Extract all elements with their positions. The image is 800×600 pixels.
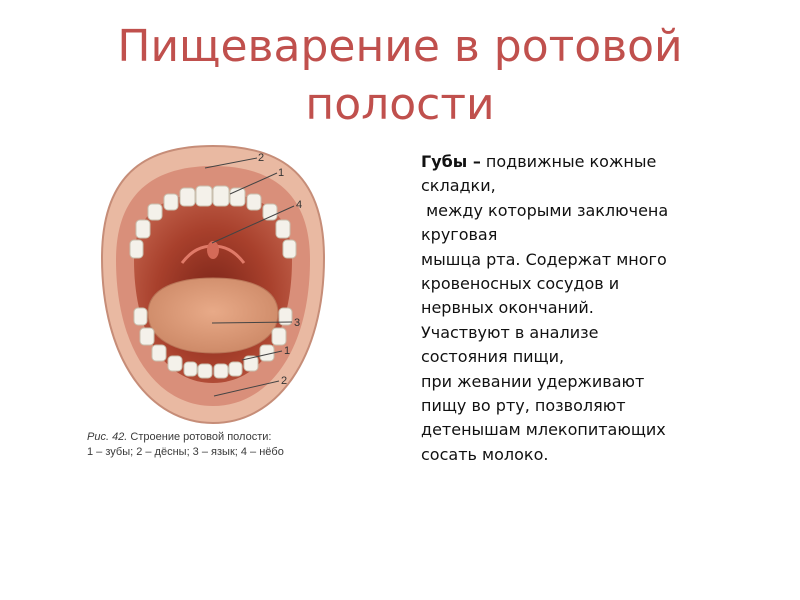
caption-title: Строение ротовой полости: [127,431,272,443]
slide-title [0,18,800,134]
text-line-13: сосать молоко. [421,444,549,464]
text-line-8: Участвуют в анализе [421,322,599,342]
text-line-7: нервных окончаний. [421,298,594,318]
text-line-6: кровеносных сосудов и [421,274,620,294]
slide-title-line-2: полости [305,79,495,130]
uvula-shape [207,241,219,259]
mouth-drawing [82,138,344,428]
figure-caption [87,430,347,460]
slide-title-line-1: Пищеварение в ротовой [117,21,683,72]
text-line-12: детенышам млекопитающих [421,420,666,440]
figure-label-1-top: 1 [278,167,285,179]
tongue-shape [148,278,278,353]
caption-legend: 1 – зубы; 2 – дёсны; 3 – язык; 4 – нёбо [87,446,284,458]
lips-description [421,150,751,467]
caption-prefix: Рис. 42. [87,431,128,443]
mouth-illustration [82,138,344,470]
figure-label-2-top: 2 [258,152,265,164]
text-line-1 [421,150,751,174]
figure-label-4: 4 [296,199,303,211]
term-lips: Губы – [421,152,481,171]
text-line-9: состояния пищи, [421,347,565,367]
figure-label-2-bottom: 2 [281,375,288,387]
figure-label-3: 3 [294,317,301,329]
text-line-5: мышца рта. Содержат много [421,249,667,269]
text-line-3: между которыми заключена [421,200,669,220]
text-line-11: пищу во рту, позволяют [421,396,626,416]
text-line-2: складки, [421,176,496,196]
text-line-1-rest: подвижные кожные [480,152,657,171]
figure-label-1-bottom: 1 [284,345,291,357]
text-line-4: круговая [421,225,498,245]
text-line-10: при жевании удерживают [421,371,645,391]
